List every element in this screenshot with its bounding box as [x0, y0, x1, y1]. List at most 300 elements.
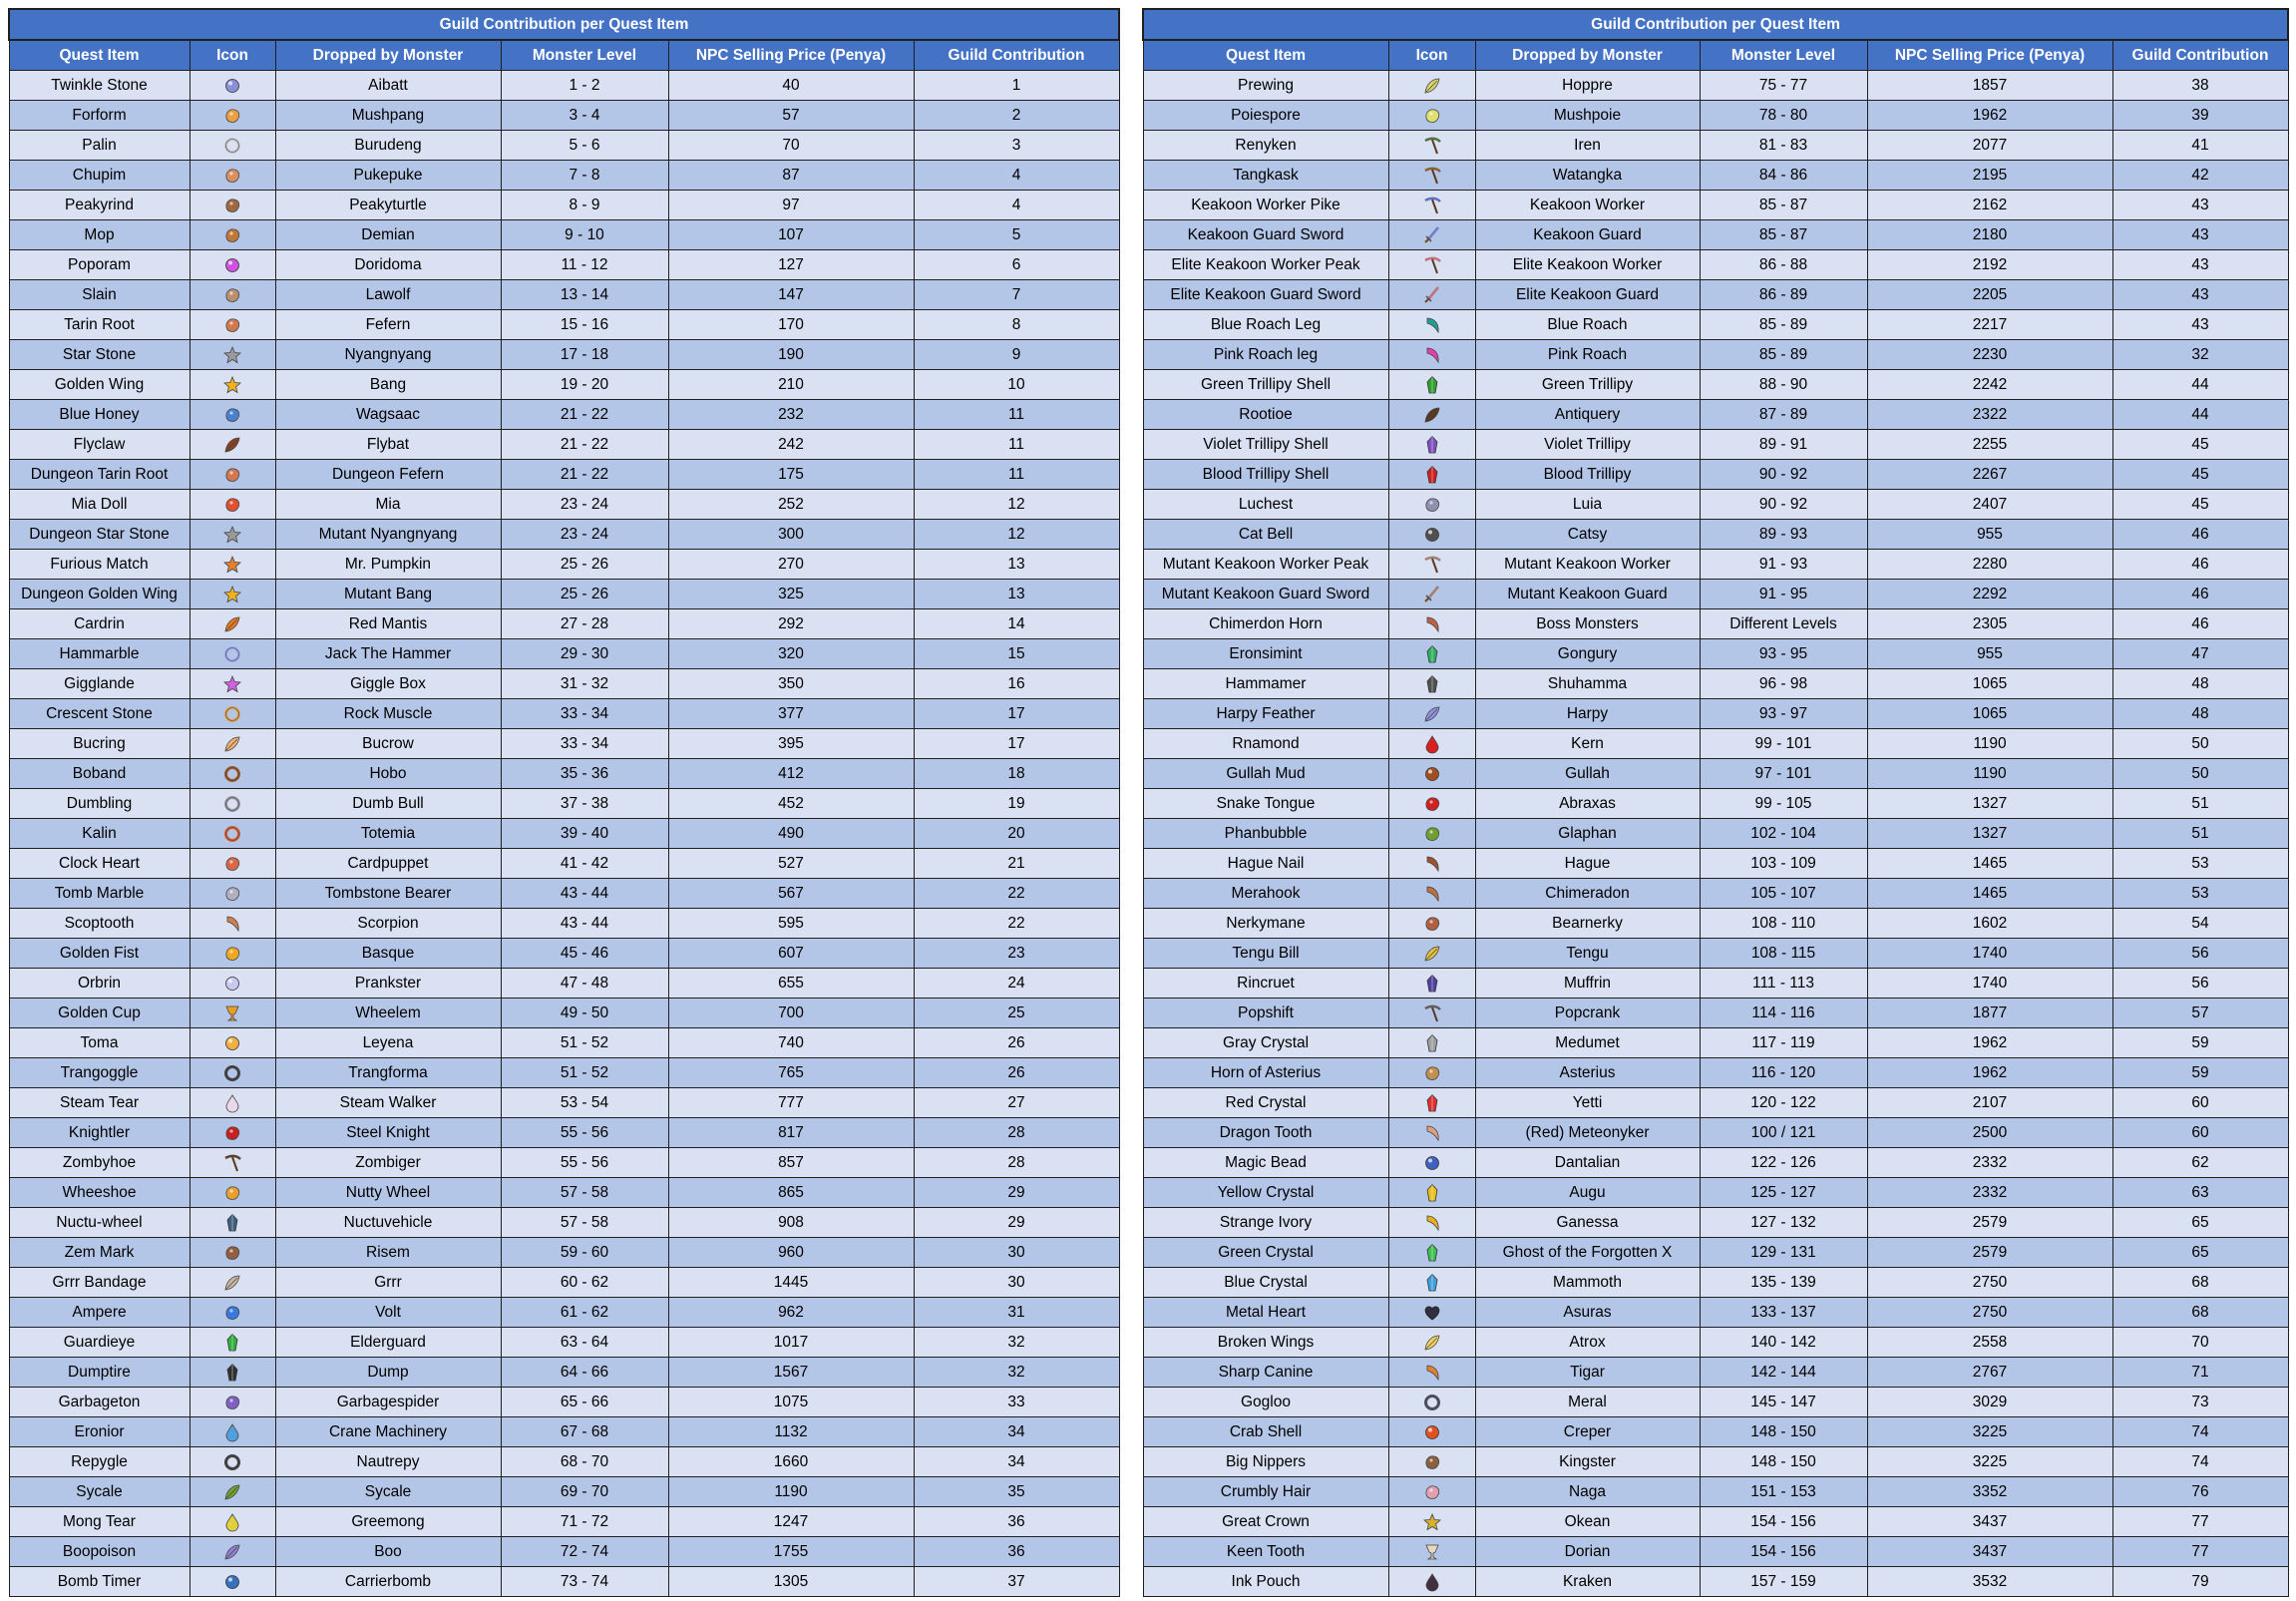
icon-cell — [1388, 101, 1475, 131]
quest-item-cell: Orbrin — [9, 969, 190, 999]
pink-roach-leg-icon — [1422, 345, 1442, 365]
table-row — [9, 1358, 1119, 1388]
quest-item-cell: Golden Fist — [9, 939, 190, 969]
npc-price-cell: 3225 — [1867, 1417, 2112, 1447]
monster-level-cell: 60 - 62 — [501, 1268, 668, 1298]
monster-cell: Tengu — [1475, 939, 1700, 969]
table-row — [1143, 969, 2288, 999]
table-row — [1143, 879, 2288, 909]
icon-cell — [190, 879, 275, 909]
table-row — [1143, 101, 2288, 131]
npc-price-cell: 765 — [668, 1058, 914, 1088]
guild-contribution-cell: 1 — [914, 71, 1119, 101]
monster-cell: Scorpion — [275, 909, 501, 939]
table-row — [9, 1178, 1119, 1208]
npc-price-cell: 190 — [668, 340, 914, 370]
icon-cell — [1388, 191, 1475, 220]
guild-contribution-cell: 74 — [2112, 1447, 2288, 1477]
monster-cell: Risem — [275, 1238, 501, 1268]
guild-contribution-cell: 59 — [2112, 1058, 2288, 1088]
npc-price-cell: 1247 — [668, 1507, 914, 1537]
npc-price-cell: 2267 — [1867, 460, 2112, 490]
guild-contribution-cell: 46 — [2112, 609, 2288, 639]
monster-cell: Luia — [1475, 490, 1700, 520]
guild-contribution-cell: 32 — [914, 1358, 1119, 1388]
hammarble-icon — [222, 644, 242, 664]
crumbly-hair-icon — [1422, 1482, 1442, 1502]
quest-item-cell: Dungeon Tarin Root — [9, 460, 190, 490]
quest-item-cell: Magic Bead — [1143, 1148, 1388, 1178]
hague-nail-icon — [1422, 854, 1442, 874]
table-row — [9, 1148, 1119, 1178]
npc-price-cell: 777 — [668, 1088, 914, 1118]
monster-cell: Volt — [275, 1298, 501, 1328]
dungeon-star-stone-icon — [222, 525, 242, 545]
hammamer-icon — [1422, 674, 1442, 694]
monster-cell: Kraken — [1475, 1567, 1700, 1597]
monster-level-cell: 96 - 98 — [1700, 669, 1867, 699]
npc-price-cell: 2750 — [1867, 1298, 2112, 1328]
monster-cell: Catsy — [1475, 520, 1700, 550]
quest-item-cell: Tomb Marble — [9, 879, 190, 909]
npc-price-cell: 1445 — [668, 1268, 914, 1298]
quest-item-cell: Snake Tongue — [1143, 789, 1388, 819]
quest-item-cell: Bomb Timer — [9, 1567, 190, 1597]
monster-level-cell: 127 - 132 — [1700, 1208, 1867, 1238]
monster-level-cell: 75 - 77 — [1700, 71, 1867, 101]
quest-item-cell: Mutant Keakoon Guard Sword — [1143, 580, 1388, 609]
monster-cell: Nuctuvehicle — [275, 1208, 501, 1238]
guild-contribution-cell: 31 — [914, 1298, 1119, 1328]
monster-cell: Blue Roach — [1475, 310, 1700, 340]
monster-level-cell: 86 - 89 — [1700, 280, 1867, 310]
monster-level-cell: 5 - 6 — [501, 131, 668, 161]
monster-level-cell: 108 - 110 — [1700, 909, 1867, 939]
monster-level-cell: 84 - 86 — [1700, 161, 1867, 191]
npc-price-cell: 2292 — [1867, 580, 2112, 609]
table-row — [1143, 220, 2288, 250]
monster-level-cell: 41 - 42 — [501, 849, 668, 879]
strange-ivory-icon — [1422, 1213, 1442, 1233]
npc-price-cell: 3352 — [1867, 1477, 2112, 1507]
table-row — [1143, 1328, 2288, 1358]
npc-price-cell: 170 — [668, 310, 914, 340]
header-icon: Icon — [1388, 40, 1475, 71]
npc-price-cell: 3225 — [1867, 1447, 2112, 1477]
header-icon: Icon — [190, 40, 275, 71]
npc-price-cell: 2579 — [1867, 1238, 2112, 1268]
quest-item-cell: Palin — [9, 131, 190, 161]
kalin-icon — [222, 824, 242, 844]
monster-level-cell: 15 - 16 — [501, 310, 668, 340]
guild-contribution-cell: 48 — [2112, 699, 2288, 729]
icon-cell — [190, 789, 275, 819]
icon-cell — [1388, 1567, 1475, 1597]
prewing-icon — [1422, 76, 1442, 96]
phanbubble-icon — [1422, 824, 1442, 844]
monster-level-cell: 63 - 64 — [501, 1328, 668, 1358]
monster-cell: Abraxas — [1475, 789, 1700, 819]
renyken-icon — [1422, 136, 1442, 156]
monster-level-cell: 43 - 44 — [501, 909, 668, 939]
quest-item-cell: Boopoison — [9, 1537, 190, 1567]
icon-cell — [1388, 400, 1475, 430]
npc-price-cell: 147 — [668, 280, 914, 310]
table-row — [1143, 310, 2288, 340]
table-row — [1143, 191, 2288, 220]
monster-level-cell: 57 - 58 — [501, 1178, 668, 1208]
monster-level-cell: 86 - 88 — [1700, 250, 1867, 280]
monster-cell: Dungeon Fefern — [275, 460, 501, 490]
icon-cell — [190, 609, 275, 639]
guild-contribution-cell: 47 — [2112, 639, 2288, 669]
icon-cell — [190, 1058, 275, 1088]
monster-cell: Grrr — [275, 1268, 501, 1298]
monster-cell: Wheelem — [275, 999, 501, 1028]
monster-cell: Zombiger — [275, 1148, 501, 1178]
table-row — [1143, 250, 2288, 280]
icon-cell — [190, 1537, 275, 1567]
quest-item-cell: Zombyhoe — [9, 1148, 190, 1178]
elite-keakoon-guard-sword-icon — [1422, 285, 1442, 305]
monster-cell: Steel Knight — [275, 1118, 501, 1148]
table-row — [9, 729, 1119, 759]
guild-contribution-cell: 34 — [914, 1447, 1119, 1477]
crab-shell-icon — [1422, 1422, 1442, 1442]
keen-tooth-icon — [1422, 1542, 1442, 1562]
monster-cell: Mr. Pumpkin — [275, 550, 501, 580]
icon-cell — [1388, 71, 1475, 101]
table-row — [9, 101, 1119, 131]
icon-cell — [1388, 1238, 1475, 1268]
quest-item-cell: Dragon Tooth — [1143, 1118, 1388, 1148]
harpy-feather-icon — [1422, 704, 1442, 724]
npc-price-cell: 2407 — [1867, 490, 2112, 520]
guild-contribution-cell: 43 — [2112, 310, 2288, 340]
table-row — [1143, 999, 2288, 1028]
monster-level-cell: 129 - 131 — [1700, 1238, 1867, 1268]
monster-level-cell: 120 - 122 — [1700, 1088, 1867, 1118]
npc-price-cell: 700 — [668, 999, 914, 1028]
table-row — [1143, 1537, 2288, 1567]
monster-cell: Gullah — [1475, 759, 1700, 789]
quest-item-cell: Gray Crystal — [1143, 1028, 1388, 1058]
quest-item-cell: Blue Roach Leg — [1143, 310, 1388, 340]
dungeon-golden-wing-icon — [222, 585, 242, 604]
guild-contribution-cell: 22 — [914, 879, 1119, 909]
nerkymane-icon — [1422, 914, 1442, 934]
dumptire-icon — [222, 1363, 242, 1383]
quest-item-cell: Phanbubble — [1143, 819, 1388, 849]
guild-contribution-cell: 17 — [914, 729, 1119, 759]
npc-price-cell: 1327 — [1867, 819, 2112, 849]
guild-contribution-cell: 29 — [914, 1178, 1119, 1208]
monster-cell: Keakoon Worker — [1475, 191, 1700, 220]
mutant-keakoon-worker-peak-icon — [1422, 555, 1442, 575]
npc-price-cell: 1132 — [668, 1417, 914, 1447]
merahook-icon — [1422, 884, 1442, 904]
quest-item-cell: Elite Keakoon Worker Peak — [1143, 250, 1388, 280]
monster-level-cell: 27 - 28 — [501, 609, 668, 639]
tengu-bill-icon — [1422, 944, 1442, 964]
quest-item-table-right — [1142, 8, 2289, 1597]
guild-contribution-cell: 13 — [914, 550, 1119, 580]
table-row — [9, 220, 1119, 250]
guild-contribution-cell: 9 — [914, 340, 1119, 370]
guild-contribution-cell: 46 — [2112, 520, 2288, 550]
quest-item-cell: Poporam — [9, 250, 190, 280]
npc-price-cell: 2192 — [1867, 250, 2112, 280]
monster-level-cell: 1 - 2 — [501, 71, 668, 101]
quest-item-cell: Renyken — [1143, 131, 1388, 161]
table-row — [1143, 400, 2288, 430]
flyclaw-icon — [222, 435, 242, 455]
table-row — [1143, 1417, 2288, 1447]
guild-contribution-cell: 68 — [2112, 1298, 2288, 1328]
npc-price-cell: 2579 — [1867, 1208, 2112, 1238]
table-row — [9, 789, 1119, 819]
snake-tongue-icon — [1422, 794, 1442, 814]
npc-price-cell: 1065 — [1867, 699, 2112, 729]
header-dropped-by-monster: Dropped by Monster — [1475, 40, 1700, 71]
npc-price-cell: 87 — [668, 161, 914, 191]
icon-cell — [1388, 1118, 1475, 1148]
icon-cell — [190, 220, 275, 250]
npc-price-cell: 1305 — [668, 1567, 914, 1597]
npc-price-cell: 452 — [668, 789, 914, 819]
npc-price-cell: 175 — [668, 460, 914, 490]
monster-level-cell: 8 - 9 — [501, 191, 668, 220]
npc-price-cell: 2305 — [1867, 609, 2112, 639]
monster-cell: Carrierbomb — [275, 1567, 501, 1597]
table-row — [9, 71, 1119, 101]
monster-level-cell: 97 - 101 — [1700, 759, 1867, 789]
monster-cell: (Red) Meteonyker — [1475, 1118, 1700, 1148]
table-row — [1143, 1567, 2288, 1597]
blood-trillipy-shell-icon — [1422, 465, 1442, 485]
guild-contribution-cell: 19 — [914, 789, 1119, 819]
quest-item-cell: Dumbling — [9, 789, 190, 819]
npc-price-cell: 2077 — [1867, 131, 2112, 161]
icon-cell — [1388, 1507, 1475, 1537]
monster-level-cell: 25 - 26 — [501, 550, 668, 580]
monster-cell: Dorian — [1475, 1537, 1700, 1567]
table-row — [9, 1268, 1119, 1298]
icon-cell — [190, 939, 275, 969]
icon-cell — [1388, 999, 1475, 1028]
monster-cell: Steam Walker — [275, 1088, 501, 1118]
guild-contribution-cell: 4 — [914, 161, 1119, 191]
monster-level-cell: 87 - 89 — [1700, 400, 1867, 430]
quest-item-cell: Forform — [9, 101, 190, 131]
nuctu-wheel-icon — [222, 1213, 242, 1233]
table-row — [9, 550, 1119, 580]
monster-cell: Gongury — [1475, 639, 1700, 669]
metal-heart-icon — [1422, 1303, 1442, 1323]
npc-price-cell: 2255 — [1867, 430, 2112, 460]
monster-cell: Dumb Bull — [275, 789, 501, 819]
dungeon-tarin-root-icon — [222, 465, 242, 485]
table-row — [9, 430, 1119, 460]
icon-cell — [190, 430, 275, 460]
furious-match-icon — [222, 555, 242, 575]
quest-item-cell: Prewing — [1143, 71, 1388, 101]
guild-contribution-cell: 59 — [2112, 1028, 2288, 1058]
table-row — [9, 1388, 1119, 1417]
guild-contribution-cell: 30 — [914, 1268, 1119, 1298]
npc-price-cell: 252 — [668, 490, 914, 520]
monster-cell: Lawolf — [275, 280, 501, 310]
quest-item-cell: Garbageton — [9, 1388, 190, 1417]
quest-item-cell: Metal Heart — [1143, 1298, 1388, 1328]
monster-level-cell: 116 - 120 — [1700, 1058, 1867, 1088]
guild-contribution-cell: 53 — [2112, 849, 2288, 879]
monster-level-cell: 69 - 70 — [501, 1477, 668, 1507]
table-row — [1143, 1268, 2288, 1298]
table-row — [9, 1208, 1119, 1238]
monster-cell: Boss Monsters — [1475, 609, 1700, 639]
npc-price-cell: 1962 — [1867, 1028, 2112, 1058]
monster-cell: Naga — [1475, 1477, 1700, 1507]
table-row — [1143, 609, 2288, 639]
scoptooth-icon — [222, 914, 242, 934]
npc-price-cell: 1877 — [1867, 999, 2112, 1028]
quest-item-cell: Blue Crystal — [1143, 1268, 1388, 1298]
guild-contribution-cell: 56 — [2112, 939, 2288, 969]
quest-item-cell: Rnamond — [1143, 729, 1388, 759]
npc-price-cell: 1740 — [1867, 939, 2112, 969]
monster-level-cell: 59 - 60 — [501, 1238, 668, 1268]
golden-wing-icon — [222, 375, 242, 395]
guild-contribution-cell: 13 — [914, 580, 1119, 609]
table-row — [9, 1058, 1119, 1088]
monster-cell: Okean — [1475, 1507, 1700, 1537]
quest-item-cell: Crescent Stone — [9, 699, 190, 729]
monster-level-cell: 47 - 48 — [501, 969, 668, 999]
icon-cell — [190, 849, 275, 879]
icon-cell — [190, 999, 275, 1028]
monster-level-cell: 73 - 74 — [501, 1567, 668, 1597]
quest-item-cell: Broken Wings — [1143, 1328, 1388, 1358]
quest-item-cell: Scoptooth — [9, 909, 190, 939]
magic-bead-icon — [1422, 1153, 1442, 1173]
monster-cell: Peakyturtle — [275, 191, 501, 220]
quest-item-cell: Horn of Asterius — [1143, 1058, 1388, 1088]
table-row — [9, 280, 1119, 310]
guild-contribution-cell: 63 — [2112, 1178, 2288, 1208]
monster-cell: Garbagespider — [275, 1388, 501, 1417]
guild-contribution-cell: 46 — [2112, 580, 2288, 609]
monster-cell: Pukepuke — [275, 161, 501, 191]
guild-contribution-cell: 53 — [2112, 879, 2288, 909]
guild-contribution-cell: 36 — [914, 1537, 1119, 1567]
monster-level-cell: 37 - 38 — [501, 789, 668, 819]
quest-item-cell: Rincruet — [1143, 969, 1388, 999]
monster-cell: Greemong — [275, 1507, 501, 1537]
icon-cell — [190, 460, 275, 490]
npc-price-cell: 908 — [668, 1208, 914, 1238]
quest-item-cell: Yellow Crystal — [1143, 1178, 1388, 1208]
table-row — [9, 639, 1119, 669]
monster-cell: Tombstone Bearer — [275, 879, 501, 909]
zombyhoe-icon — [222, 1153, 242, 1173]
npc-price-cell: 2162 — [1867, 191, 2112, 220]
icon-cell — [190, 819, 275, 849]
icon-cell — [190, 1088, 275, 1118]
monster-cell: Bucrow — [275, 729, 501, 759]
guild-contribution-cell: 29 — [914, 1208, 1119, 1238]
monster-cell: Violet Trillipy — [1475, 430, 1700, 460]
monster-cell: Antiquery — [1475, 400, 1700, 430]
guild-contribution-cell: 35 — [914, 1477, 1119, 1507]
icon-cell — [190, 310, 275, 340]
icon-cell — [190, 1507, 275, 1537]
table-row — [9, 370, 1119, 400]
icon-cell — [1388, 1208, 1475, 1238]
table-row — [9, 1477, 1119, 1507]
monster-level-cell: 68 - 70 — [501, 1447, 668, 1477]
monster-level-cell: 85 - 89 — [1700, 310, 1867, 340]
quest-item-cell: Hague Nail — [1143, 849, 1388, 879]
poporam-icon — [222, 255, 242, 275]
npc-price-cell: 1465 — [1867, 849, 2112, 879]
blue-honey-icon — [222, 405, 242, 425]
icon-cell — [1388, 969, 1475, 999]
monster-level-cell: 100 / 121 — [1700, 1118, 1867, 1148]
guild-contribution-cell: 15 — [914, 639, 1119, 669]
monster-cell: Totemia — [275, 819, 501, 849]
quest-item-cell: Mutant Keakoon Worker Peak — [1143, 550, 1388, 580]
guild-contribution-cell: 48 — [2112, 669, 2288, 699]
monster-level-cell: 85 - 87 — [1700, 191, 1867, 220]
elite-keakoon-worker-peak-icon — [1422, 255, 1442, 275]
monster-level-cell: 31 - 32 — [501, 669, 668, 699]
npc-price-cell: 960 — [668, 1238, 914, 1268]
npc-price-cell: 1660 — [668, 1447, 914, 1477]
quest-item-cell: Big Nippers — [1143, 1447, 1388, 1477]
monster-level-cell: 29 - 30 — [501, 639, 668, 669]
table-row — [9, 580, 1119, 609]
quest-item-cell: Gigglande — [9, 669, 190, 699]
icon-cell — [1388, 609, 1475, 639]
npc-price-cell: 1075 — [668, 1388, 914, 1417]
monster-level-cell: 99 - 105 — [1700, 789, 1867, 819]
icon-cell — [190, 1328, 275, 1358]
table-row — [9, 1088, 1119, 1118]
quest-item-cell: Toma — [9, 1028, 190, 1058]
chimerdon-horn-icon — [1422, 614, 1442, 634]
monster-level-cell: 81 - 83 — [1700, 131, 1867, 161]
guild-contribution-cell: 17 — [914, 699, 1119, 729]
monster-cell: Mushpang — [275, 101, 501, 131]
npc-price-cell: 962 — [668, 1298, 914, 1328]
guild-contribution-cell: 57 — [2112, 999, 2288, 1028]
guild-contribution-cell: 60 — [2112, 1088, 2288, 1118]
icon-cell — [190, 1268, 275, 1298]
icon-cell — [1388, 1477, 1475, 1507]
keakoon-worker-pike-icon — [1422, 196, 1442, 215]
monster-cell: Dump — [275, 1358, 501, 1388]
monster-level-cell: 85 - 87 — [1700, 220, 1867, 250]
guild-contribution-cell: 73 — [2112, 1388, 2288, 1417]
icon-cell — [1388, 759, 1475, 789]
wheeshoe-icon — [222, 1183, 242, 1203]
icon-cell — [1388, 789, 1475, 819]
monster-cell: Trangforma — [275, 1058, 501, 1088]
guild-contribution-cell: 18 — [914, 759, 1119, 789]
icon-cell — [190, 969, 275, 999]
quest-item-cell: Chimerdon Horn — [1143, 609, 1388, 639]
